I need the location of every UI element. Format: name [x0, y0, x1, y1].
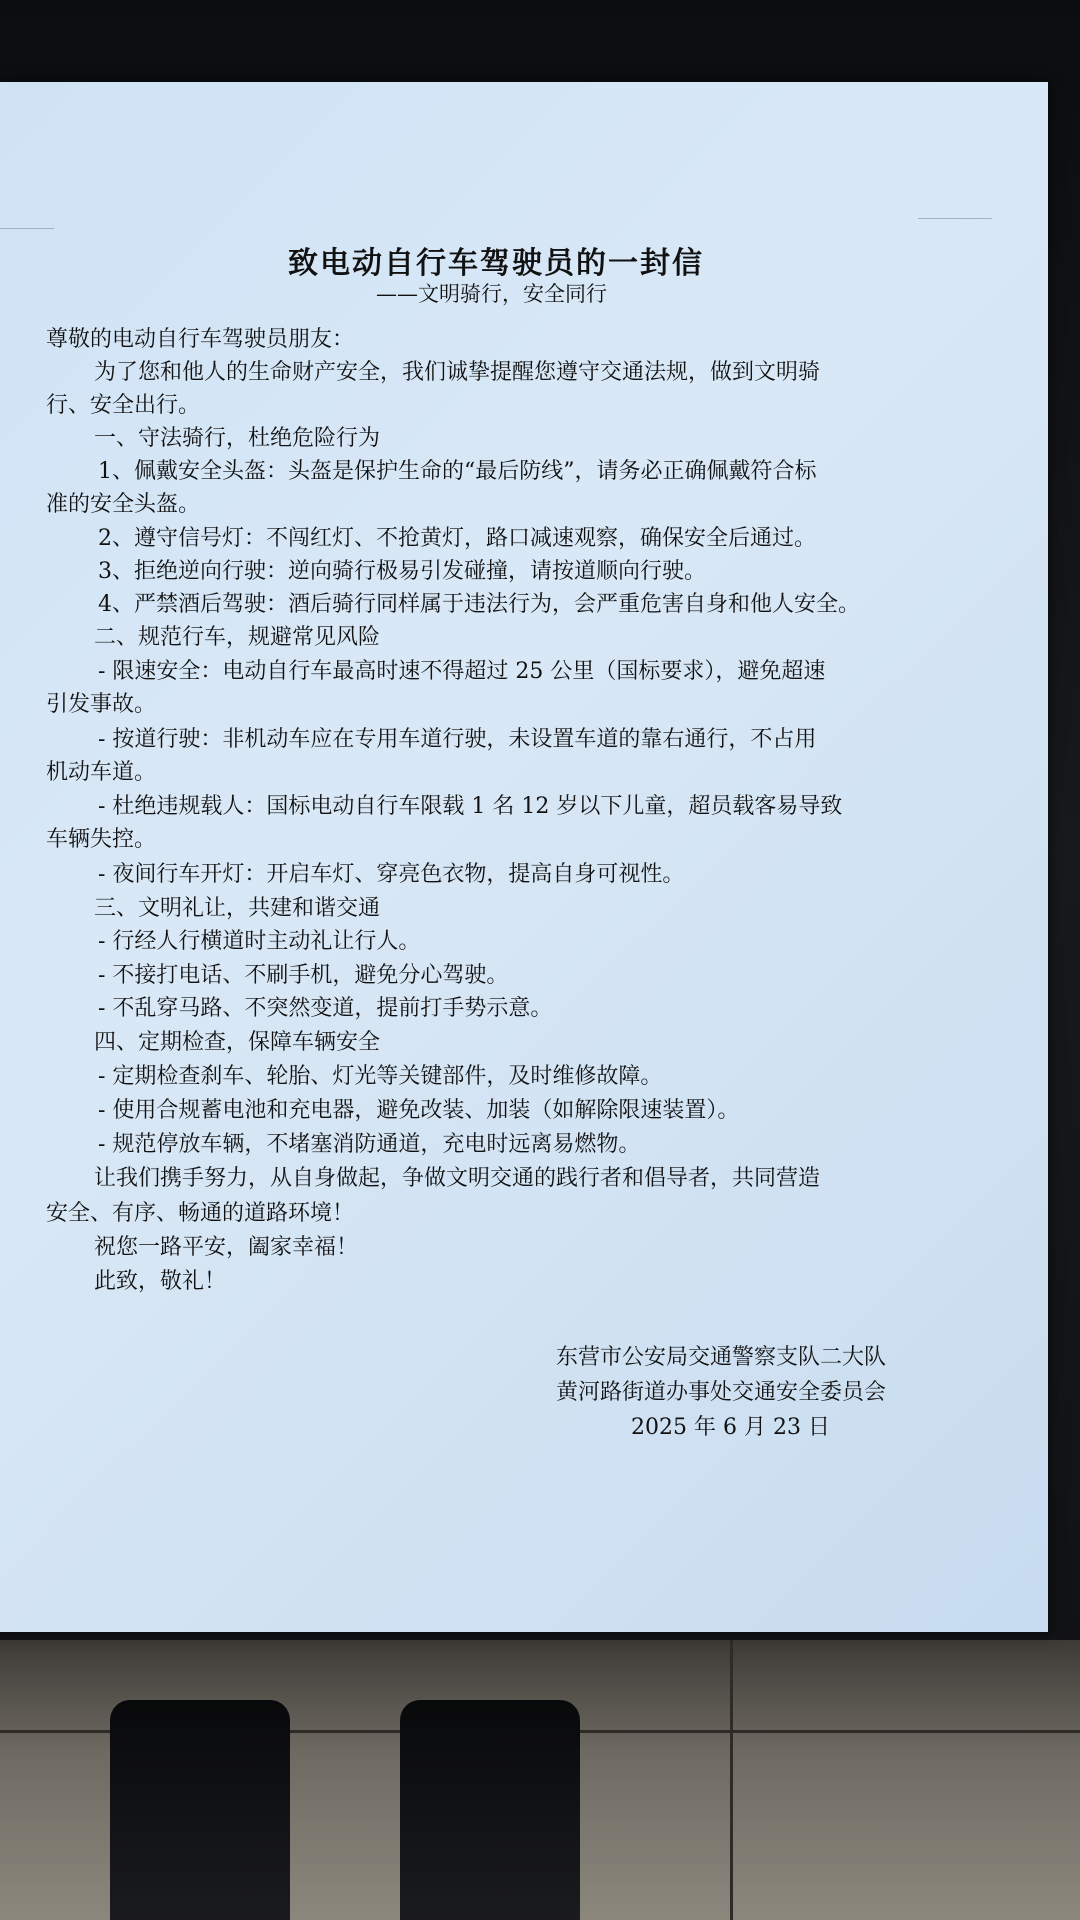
list-item: 引发事故。 [46, 692, 157, 717]
list-item: 2、遵守信号灯：不闯红灯、不抢黄灯，路口减速观察，确保安全后通过。 [98, 526, 816, 551]
wish-line: 祝您一路平安，阖家幸福！ [94, 1235, 359, 1260]
list-item: - 使用合规蓄电池和充电器，避免改装、加装（如解除限速装置）。 [98, 1098, 740, 1123]
list-item: 机动车道。 [46, 760, 157, 785]
section-heading: 一、守法骑行，杜绝危险行为 [94, 426, 381, 451]
list-item: 4、严禁酒后驾驶：酒后骑行同样属于违法行为，会严重危害自身和他人安全。 [98, 592, 860, 617]
list-item: - 不乱穿马路、不突然变道，提前打手势示意。 [98, 996, 553, 1021]
list-item: 1、佩戴安全头盔：头盔是保护生命的“最后防线”，请务必正确佩戴符合标 [98, 459, 817, 484]
list-item: 3、拒绝逆向行驶：逆向骑行极易引发碰撞，请按道顺向行驶。 [98, 559, 706, 584]
list-item: - 夜间行车开灯：开启车灯、穿亮色衣物，提高自身可视性。 [98, 862, 685, 887]
signature-org: 黄河路街道办事处交通安全委员会 [556, 1380, 887, 1405]
greeting: 尊敬的电动自行车驾驶员朋友： [46, 327, 355, 352]
person-leg-right [400, 1700, 580, 1920]
fold-mark [918, 218, 992, 219]
signature-org: 东营市公安局交通警察支队二大队 [556, 1345, 887, 1370]
list-item: - 行经人行横道时主动礼让行人。 [98, 929, 421, 954]
letter-subtitle: ——文明骑行，安全同行 [376, 282, 607, 306]
closing-line: 安全、有序、畅通的道路环境！ [46, 1201, 355, 1226]
letter-title: 致电动自行车驾驶员的一封信 [288, 246, 704, 281]
list-item: - 规范停放车辆，不堵塞消防通道，充电时远离易燃物。 [98, 1132, 641, 1157]
intro-line: 行、安全出行。 [46, 393, 201, 418]
list-item: 车辆失控。 [46, 827, 157, 852]
person-leg-left [110, 1700, 290, 1920]
salute-line: 此致，敬礼！ [94, 1269, 227, 1294]
section-heading: 四、定期检查，保障车辆安全 [94, 1030, 381, 1055]
section-heading: 二、规范行车，规避常见风险 [94, 625, 381, 650]
list-item: - 按道行驶：非机动车应在专用车道行驶，未设置车道的靠右通行，不占用 [98, 727, 817, 752]
fold-mark [0, 228, 54, 229]
list-item: 准的安全头盔。 [46, 492, 201, 517]
signature-date: 2025 年 6 月 23 日 [631, 1415, 830, 1440]
intro-line: 为了您和他人的生命财产安全，我们诚挚提醒您遵守交通法规，做到文明骑 [94, 360, 821, 385]
section-heading: 三、文明礼让，共建和谐交通 [94, 896, 381, 921]
list-item: - 杜绝违规载人：国标电动自行车限载 1 名 12 岁以下儿童，超员载客易导致 [98, 794, 843, 819]
list-item: - 限速安全：电动自行车最高时速不得超过 25 公里（国标要求），避免超速 [98, 659, 826, 684]
list-item: - 定期检查刹车、轮胎、灯光等关键部件，及时维修故障。 [98, 1064, 663, 1089]
floor-seam [730, 1640, 733, 1920]
letter-paper [0, 82, 1048, 1632]
list-item: - 不接打电话、不刷手机，避免分心驾驶。 [98, 963, 509, 988]
closing-line: 让我们携手努力，从自身做起，争做文明交通的践行者和倡导者，共同营造 [94, 1166, 821, 1191]
